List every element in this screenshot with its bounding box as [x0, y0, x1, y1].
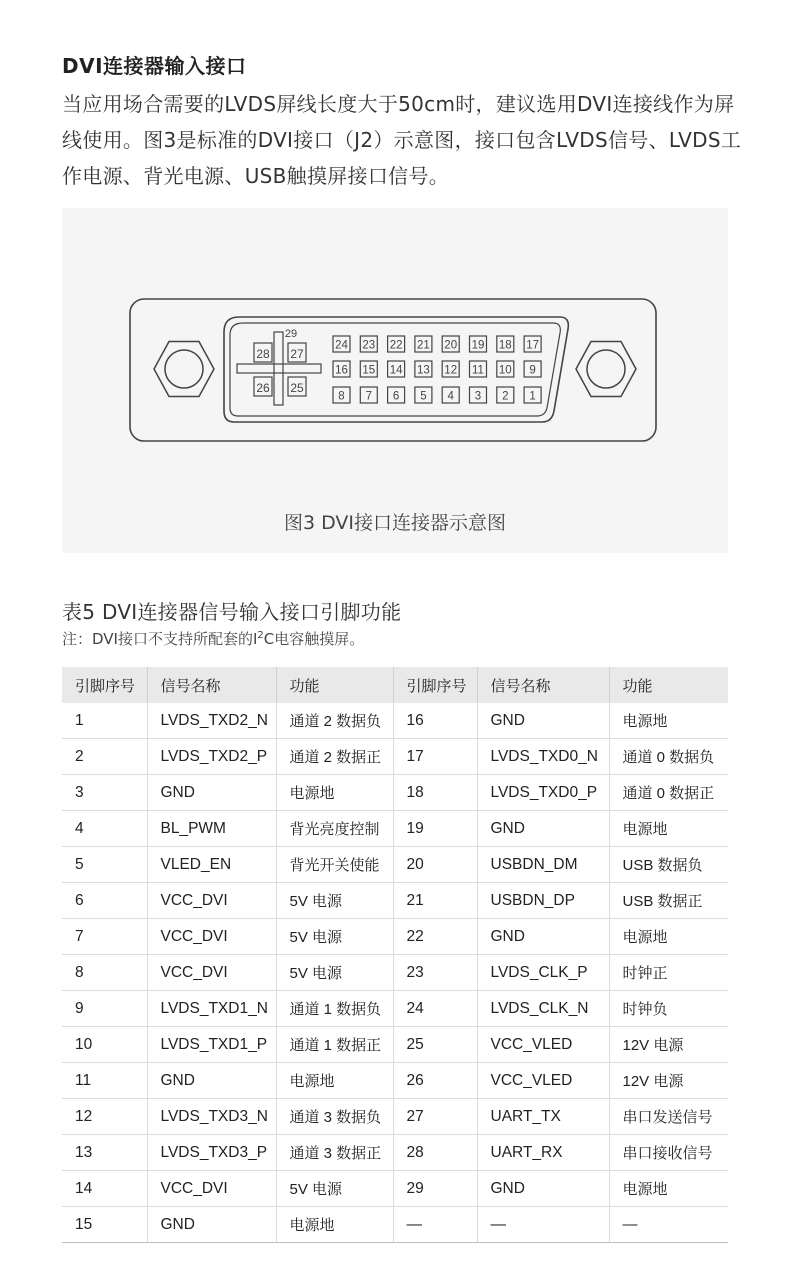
function-cell: 电源地	[609, 703, 728, 739]
pin-number-cell: 16	[393, 703, 477, 739]
signal-name-cell: LVDS_TXD3_N	[147, 1099, 276, 1135]
signal-name-cell: USBDN_DM	[477, 847, 609, 883]
function-cell: 5V 电源	[276, 1171, 393, 1207]
signal-name-cell: VCC_VLED	[477, 1027, 609, 1063]
section-title: DVI连接器输入接口	[62, 54, 247, 78]
header-pin-number-2: 引脚序号	[393, 667, 477, 703]
table-row	[62, 1135, 728, 1171]
pin-28-label: 28	[256, 347, 270, 361]
pin-number-label: 20	[444, 339, 458, 352]
signal-name-cell: VCC_DVI	[147, 883, 276, 919]
table-title: 表5 DVI连接器信号输入接口引脚功能	[62, 600, 402, 624]
pin-number-label: 3	[474, 390, 482, 403]
function-cell: USB 数据正	[609, 883, 728, 919]
pin-25-label: 25	[290, 381, 304, 395]
right-screw-hole	[587, 350, 625, 388]
function-cell: 5V 电源	[276, 919, 393, 955]
pin-number-cell: 10	[62, 1027, 147, 1063]
function-cell: 背光亮度控制	[276, 811, 393, 847]
pin-number-cell: 14	[62, 1171, 147, 1207]
pin-number-cell: 4	[62, 811, 147, 847]
function-cell: USB 数据负	[609, 847, 728, 883]
pin-number-cell: 6	[62, 883, 147, 919]
pin-number-cell: 3	[62, 775, 147, 811]
function-cell: 通道 3 数据负	[276, 1099, 393, 1135]
table-row	[62, 919, 728, 955]
signal-name-cell: VCC_DVI	[147, 1171, 276, 1207]
pin-number-label: 7	[365, 390, 373, 403]
signal-name-cell: VCC_VLED	[477, 1063, 609, 1099]
pin-number-label: 13	[417, 364, 430, 377]
function-cell: 通道 0 数据负	[609, 739, 728, 775]
signal-name-cell: GND	[147, 775, 276, 811]
analog-cross-pins	[237, 328, 321, 405]
figure-caption: 图3 DVI接口连接器示意图	[283, 512, 507, 534]
dvi-connector-drawing	[62, 208, 728, 553]
pin-26-label: 26	[256, 381, 270, 395]
pin-number-cell: 20	[393, 847, 477, 883]
pin-number-cell: 17	[393, 739, 477, 775]
function-cell: 通道 1 数据正	[276, 1027, 393, 1063]
pin-number-cell: 23	[393, 955, 477, 991]
signal-name-cell: VCC_DVI	[147, 919, 276, 955]
pin-number-label: 1	[529, 390, 536, 403]
signal-name-cell: LVDS_TXD2_N	[147, 703, 276, 739]
table-note	[62, 628, 364, 649]
header-signal-name-2: 信号名称	[477, 667, 609, 703]
pin-number-cell: 26	[393, 1063, 477, 1099]
pin-number-cell: 15	[62, 1207, 147, 1243]
table-row	[62, 811, 728, 847]
pin-29-label: 29	[284, 328, 298, 340]
pin-number-cell: 9	[62, 991, 147, 1027]
pin-number-cell: 28	[393, 1135, 477, 1171]
signal-name-cell: UART_TX	[477, 1099, 609, 1135]
signal-name-cell: LVDS_TXD0_P	[477, 775, 609, 811]
pin-27-label: 27	[290, 347, 304, 361]
function-cell: 串口接收信号	[609, 1135, 728, 1171]
pin-number-label: 18	[498, 339, 512, 352]
signal-name-cell: GND	[147, 1063, 276, 1099]
pin-number-label: 22	[389, 339, 403, 352]
pin-number-label: 23	[362, 339, 376, 352]
table-row	[62, 1171, 728, 1207]
signal-name-cell: LVDS_TXD1_P	[147, 1027, 276, 1063]
signal-name-cell: GND	[477, 703, 609, 739]
signal-name-cell: GND	[147, 1207, 276, 1243]
table-row	[62, 739, 728, 775]
function-cell: 通道 3 数据正	[276, 1135, 393, 1171]
signal-name-cell: LVDS_CLK_N	[477, 991, 609, 1027]
pin-number-cell: 12	[62, 1099, 147, 1135]
function-cell: 12V 电源	[609, 1027, 728, 1063]
pin-number-label: 16	[335, 364, 348, 377]
signal-name-cell: GND	[477, 919, 609, 955]
signal-name-cell: VLED_EN	[147, 847, 276, 883]
pin-number-label: 6	[392, 390, 400, 403]
pin-number-cell: 24	[393, 991, 477, 1027]
note-prefix: 注：DVI接口不支持所配套的I	[62, 630, 258, 648]
pin-number-cell: 29	[393, 1171, 477, 1207]
pin-number-label: 2	[502, 390, 509, 403]
function-cell: 通道 2 数据负	[276, 703, 393, 739]
pin-number-label: 10	[498, 364, 512, 377]
table-row	[62, 703, 728, 739]
table-row	[62, 883, 728, 919]
signal-name-cell: UART_RX	[477, 1135, 609, 1171]
pin-number-label: 17	[526, 339, 539, 352]
header-function: 功能	[276, 667, 393, 703]
pin-number-cell: 22	[393, 919, 477, 955]
digital-pin-grid	[333, 336, 541, 403]
signal-name-cell: GND	[477, 1171, 609, 1207]
pin-number-label: 15	[362, 364, 376, 377]
pin-number-cell: 5	[62, 847, 147, 883]
function-cell: 电源地	[276, 775, 393, 811]
signal-name-cell: BL_PWM	[147, 811, 276, 847]
table-row	[62, 775, 728, 811]
table-row	[62, 847, 728, 883]
pin-number-label: 24	[335, 339, 348, 352]
pin-function-table	[62, 667, 728, 1243]
note-suffix: C电容触摸屏。	[263, 630, 365, 648]
table-body	[62, 703, 728, 1243]
function-cell: 时钟负	[609, 991, 728, 1027]
table-row	[62, 1099, 728, 1135]
pin-number-label: 4	[447, 390, 454, 403]
table-row	[62, 955, 728, 991]
pin-number-cell: 27	[393, 1099, 477, 1135]
function-cell: 通道 0 数据正	[609, 775, 728, 811]
signal-name-cell: LVDS_CLK_P	[477, 955, 609, 991]
pin-number-label: 9	[529, 364, 536, 377]
pin-number-cell: 19	[393, 811, 477, 847]
header-pin-number: 引脚序号	[62, 667, 147, 703]
header-signal-name: 信号名称	[147, 667, 276, 703]
pin-number-label: 12	[444, 364, 458, 377]
function-cell: 5V 电源	[276, 883, 393, 919]
pin-number-label: 8	[338, 390, 345, 403]
pin-number-cell: 1	[62, 703, 147, 739]
signal-name-cell: LVDS_TXD2_P	[147, 739, 276, 775]
signal-name-cell: USBDN_DP	[477, 883, 609, 919]
table-header-row	[62, 667, 728, 703]
intro-paragraph: 当应用场合需要的LVDS屏线长度大于50cm时，建议选用DVI连接线作为屏线使用。图3是标准的DVI接口（J2）示意图，接口包含LVDS信号、LVDS工作电源、背光电源、USB触摸屏接口信号。	[62, 92, 742, 188]
signal-name-cell: LVDS_TXD3_P	[147, 1135, 276, 1171]
table-row	[62, 991, 728, 1027]
function-cell: 电源地	[609, 1171, 728, 1207]
function-cell: 电源地	[609, 811, 728, 847]
signal-name-cell: LVDS_TXD1_N	[147, 991, 276, 1027]
table-row	[62, 1063, 728, 1099]
pin-number-label: 5	[420, 390, 427, 403]
function-cell: —	[609, 1207, 728, 1243]
pin-number-cell: 13	[62, 1135, 147, 1171]
signal-name-cell: —	[477, 1207, 609, 1243]
pin-number-label: 19	[471, 339, 485, 352]
signal-name-cell: LVDS_TXD0_N	[477, 739, 609, 775]
pin-number-cell: 7	[62, 919, 147, 955]
note-superscript: 2	[257, 630, 264, 641]
function-cell: 通道 1 数据负	[276, 991, 393, 1027]
function-cell: 串口发送信号	[609, 1099, 728, 1135]
pin-number-label: 11	[472, 364, 484, 377]
function-cell: 电源地	[276, 1207, 393, 1243]
pin-number-cell: —	[393, 1207, 477, 1243]
function-cell: 通道 2 数据正	[276, 739, 393, 775]
function-cell: 5V 电源	[276, 955, 393, 991]
left-screw-hole	[165, 350, 203, 388]
table-row	[62, 1207, 728, 1243]
pin-number-cell: 25	[393, 1027, 477, 1063]
signal-name-cell: GND	[477, 811, 609, 847]
pin-number-cell: 11	[62, 1063, 147, 1099]
pin-number-cell: 2	[62, 739, 147, 775]
table-row	[62, 1027, 728, 1063]
signal-name-cell: VCC_DVI	[147, 955, 276, 991]
function-cell: 电源地	[276, 1063, 393, 1099]
pin-number-cell: 21	[393, 883, 477, 919]
function-cell: 12V 电源	[609, 1063, 728, 1099]
pin-number-cell: 18	[393, 775, 477, 811]
pin-number-label: 14	[389, 364, 403, 377]
function-cell: 电源地	[609, 919, 728, 955]
pin-number-label: 21	[417, 339, 430, 352]
pin-number-cell: 8	[62, 955, 147, 991]
function-cell: 背光开关使能	[276, 847, 393, 883]
function-cell: 时钟正	[609, 955, 728, 991]
header-function-2: 功能	[609, 667, 728, 703]
dvi-figure	[62, 208, 728, 553]
